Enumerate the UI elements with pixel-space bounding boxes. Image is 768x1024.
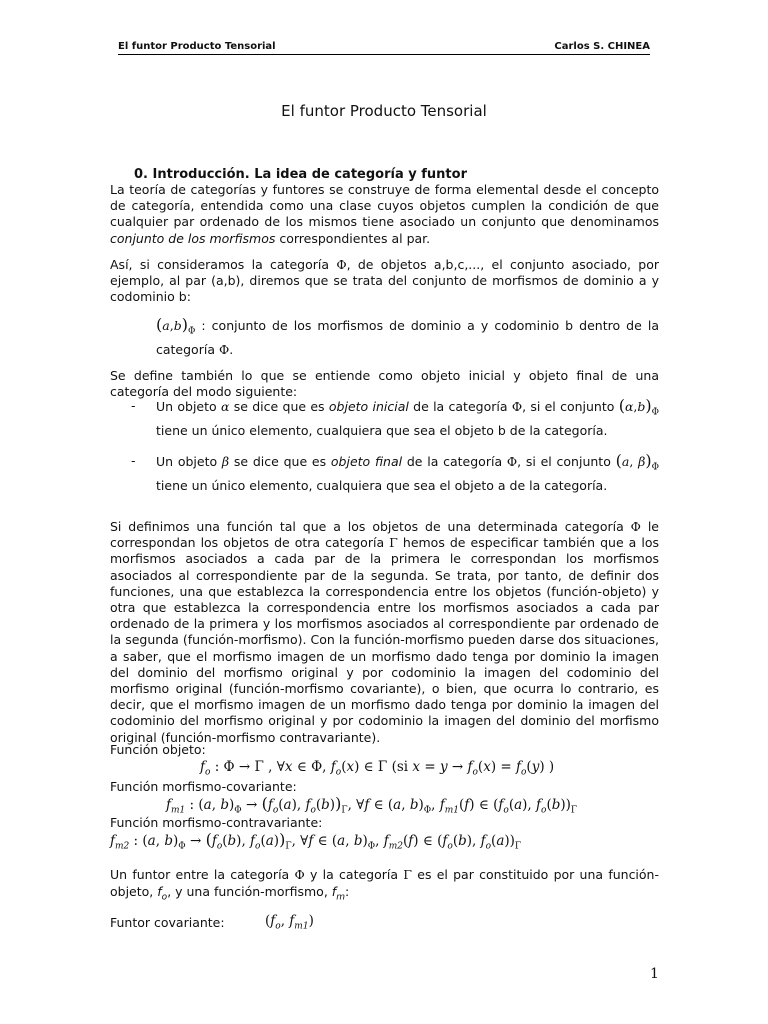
running-header <box>118 43 650 55</box>
paragraph-category: Así, si consideramos la categoría Φ, de objetos a,b,c,..., el conjunto asociado, por ejemplo, al par (a,b), diremos que se trata del conjunto de morfismos de dominio a y codominio b: <box>110 257 659 305</box>
equation-morfismo-covariante: $f_{m1}$ : (a, $b)_\Phi \to (f_o(a)$, $f_o(b))_\Gamma$, ∀f ∈ (a, $b)_\Phi$, $f_{m1}(f)$ ∈ ($f_o(a)$, $f_o(b))_\Gamma$ <box>166 794 578 816</box>
definition-morphisms: $(a,b)_\Phi$ : conjunto de los morfismos de dominio a y codominio b dentro de la categoría Φ. <box>156 315 659 357</box>
header-title: El funtor Producto Tensorial <box>118 41 276 52</box>
text-si: (si <box>391 759 409 775</box>
list-item-final-object: Un objeto β se dice que es objeto final de la categoría Φ, si el conjunto (a, $\beta)_\Phi$ tiene un único elemento, cualquiera que sea el objeto a de la categoría. <box>156 451 659 493</box>
header-author: Carlos S. CHINEA <box>554 41 650 52</box>
paragraph-intro: La teoría de categorías y funtores se construye de forma elemental desde el concepto de categoría, entendida como una clase cuyos objetos cumplen la condición de que cualquier par ordenado de los mismos tiene asociado un conjunto que denominamos conjunto de los morfismos correspondientes al par. <box>110 182 659 246</box>
paragraph-funtor: Un funtor entre la categoría Φ y la categoría Γ es el par constituido por una función-objeto, $f_o$, y una función-morfismo, $f_m$: <box>110 867 659 903</box>
list-item-initial-object: Un objeto α se dice que es objeto inicial de la categoría Φ, si el conjunto $(\alpha,b)_\Phi$ tiene un único elemento, cualquiera que sea el objeto b de la categoría. <box>156 396 660 438</box>
list-bullet: - <box>131 453 136 468</box>
equation-morfismo-contravariante: $f_{m2}$ : (a, $b)_\Phi \to (f_o(b)$, $f_o(a))_\Gamma$, ∀f ∈ (a, $b)_\Phi$, $f_{m2}(f)$ ∈ ($f_o(b)$, $f_o(a))_\Gamma$ <box>110 830 522 852</box>
page-title: El funtor Producto Tensorial <box>281 102 487 120</box>
label-funtor-covariante: Funtor covariante: <box>110 915 225 930</box>
label-morfismo-contravariante: Función morfismo-contravariante: <box>110 815 323 830</box>
section-heading: 0. Introducción. La idea de categoría y funtor <box>134 167 467 182</box>
label-morfismo-covariante: Función morfismo-covariante: <box>110 779 297 794</box>
page-number: 1 <box>650 966 659 982</box>
paragraph-functor-definition: Si definimos una función tal que a los objetos de una determinada categoría Φ le correspondan los objetos de otra categoría Γ hemos de especificar también que a los morfismos asociados a cada par de la primera le correspondan los morfismos asociados al correspondiente par de la segunda. Se trata, por tanto, de definir dos funciones, una que establezca la correspondencia entre los objetos (función-objeto) y otra que establezca la correspondencia entre los morfismos asociados a cada par ordenado de la primera y los morfismos asociados al correspondiente par ordenado de la segunda (función-morfismo). Con la función-morfismo pueden darse dos situaciones, a saber, que el morfismo imagen de un morfismo dado tenga por dominio la imagen del dominio del morfismo original y por codominio la imagen del codominio del morfismo original (función-morfismo covariante), o bien, que ocurra lo contrario, es decir, que el morfismo imagen de un morfismo dado tenga por dominio la imagen del codominio del morfismo original y por codominio la imagen del dominio del morfismo original (función-morfismo contravariante). <box>110 519 659 745</box>
label-funcion-objeto: Función objeto: <box>110 742 206 757</box>
paragraph-objects: Se define también lo que se entiende como objeto inicial y objeto final de una categoría del modo siguiente: <box>110 368 659 400</box>
equation-funcion-objeto: $f_o$ : Φ → Γ , ∀x ∈ Φ, $f_o(x)$ ∈ Γ (si $x = y \to f_o(x) = f_o(y)$ ) <box>200 759 555 778</box>
emphasis-morfismos: conjunto de los morfismos <box>110 230 276 246</box>
list-bullet: - <box>131 398 136 413</box>
equation-funtor-covariante: ($f_o$, $f_{m1}$) <box>265 913 314 932</box>
